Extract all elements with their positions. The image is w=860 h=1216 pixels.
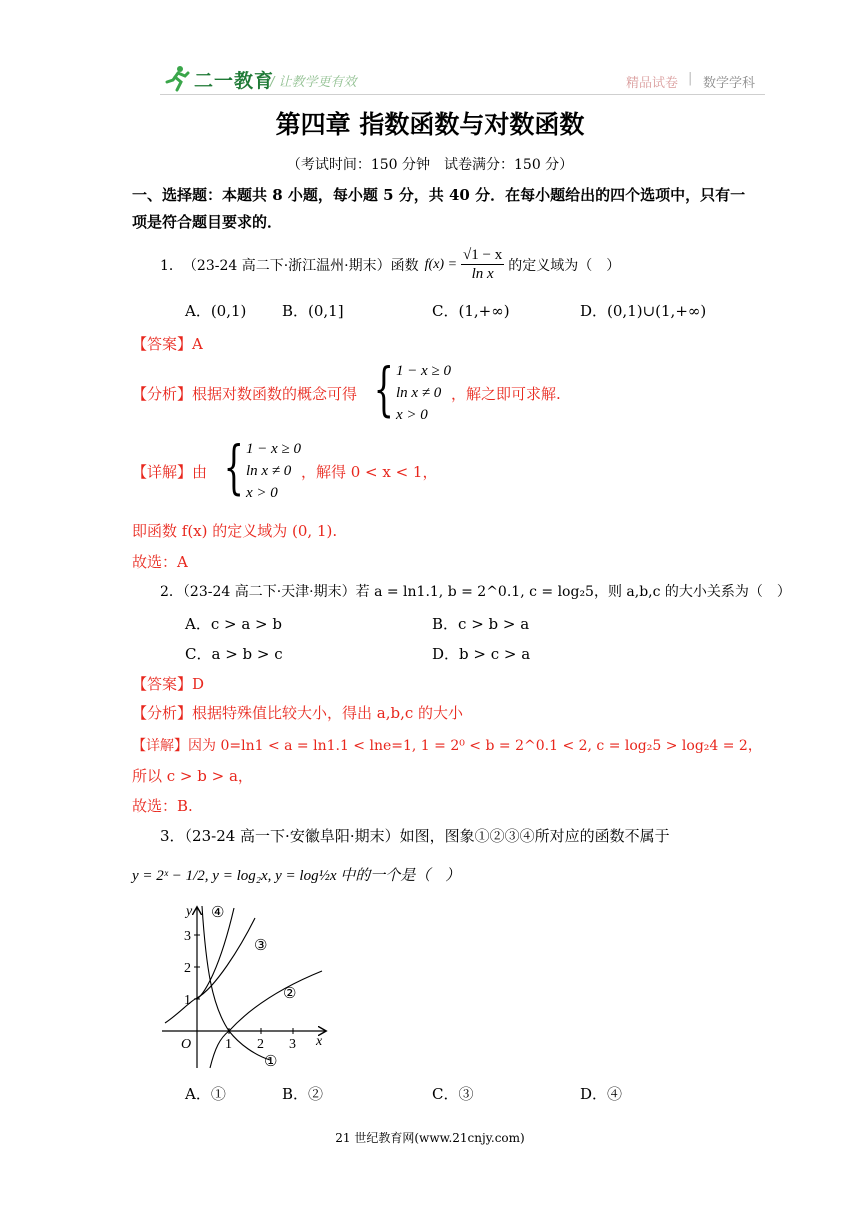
- q1-detail-label: 【详解】: [132, 462, 193, 481]
- y-tick-2: 2: [184, 961, 191, 976]
- q2-conclusion: 所以 c > b > a，: [132, 767, 253, 785]
- page-title: 第四章 指数函数与对数函数: [275, 110, 585, 139]
- q2-option-d: D．b > c > a: [432, 645, 531, 663]
- q2-option-c: C．a > b > c: [185, 645, 283, 663]
- header-tag-premium: 精品试卷: [626, 76, 679, 91]
- q1-analysis-label: 【分析】: [132, 384, 193, 403]
- q3-stem-line2: y = 2ˣ − 1/2, y = log₂x, y = log½x 中的一个是（ ）: [132, 868, 461, 884]
- q1-function: f(x) =: [424, 256, 458, 272]
- q1-analysis-tail: ，解之即可求解.: [450, 384, 561, 403]
- q1-analysis: [132, 355, 561, 426]
- axis-x-label: x: [316, 1034, 323, 1049]
- x-tick-2: 2: [257, 1037, 264, 1052]
- header-separator: |: [688, 71, 693, 86]
- q2-option-b: B．c > b > a: [432, 615, 530, 633]
- curve-label-1: ①: [264, 1052, 278, 1070]
- q3-option-a: A．①: [185, 1085, 226, 1103]
- curve-label-4: ④: [211, 903, 225, 921]
- curve-label-3: ③: [254, 936, 268, 954]
- q3-option-c: C．③: [432, 1085, 474, 1103]
- q2-option-a: A．c > a > b: [185, 615, 282, 633]
- q1-conclusion: 即函数 f(x) 的定义域为 (0, 1).: [132, 522, 338, 540]
- q1-detail: [132, 433, 438, 504]
- logo-text: 二一教育: [194, 70, 275, 92]
- q1-choice: 故选：A: [132, 553, 188, 571]
- q1-cond2: ln x ≠ 0: [395, 385, 442, 401]
- footer: 21 世纪教育网(www.21cnjy.com): [335, 1131, 525, 1145]
- x-tick-1: 1: [225, 1037, 232, 1052]
- header-rule: [160, 94, 765, 95]
- section-heading-line2: 项是符合题目要求的．: [132, 213, 283, 231]
- q1-tail: 的定义域为（ ）: [508, 257, 621, 274]
- q2-answer: 【答案】D: [132, 675, 205, 693]
- runner-logo-icon: [163, 64, 191, 92]
- q1-option-a: A．(0,1): [185, 302, 247, 320]
- q1-fraction: [461, 246, 504, 283]
- q1-answer: 【答案】A: [132, 335, 203, 353]
- q2-choice: 故选：B.: [132, 797, 193, 815]
- q1-analysis-system: { 1 − x ≥ 0 ln x ≠ 0 x > 0: [357, 360, 451, 426]
- curve-label-2: ②: [283, 984, 297, 1002]
- q1-source: （23-24 高二下·浙江温州·期末）函数: [182, 257, 419, 274]
- q1-stem: [160, 246, 620, 283]
- exam-info: （考试时间：150 分钟 试卷满分：150 分）: [286, 157, 574, 173]
- q3-stem-line1: 3．（23-24 高一下·安徽阜阳·期末）如图，图象①②③④所对应的函数不属于: [160, 827, 670, 845]
- q1-number: 1．: [160, 257, 183, 274]
- q1-detail-system: { 1 − x ≥ 0 ln x ≠ 0 x > 0: [207, 438, 301, 504]
- q1-detail-cond2: ln x ≠ 0: [245, 463, 292, 479]
- header-tag-subject: 数学学科: [703, 76, 756, 91]
- q1-analysis-text: 根据对数函数的概念可得: [192, 384, 358, 403]
- curve-3: [165, 918, 255, 1023]
- q3-option-d: D．④: [580, 1085, 623, 1103]
- q2-analysis: 【分析】根据特殊值比较大小，得出 a,b,c 的大小: [132, 704, 464, 722]
- y-tick-3: 3: [184, 929, 191, 944]
- q1-detail-cond3: x > 0: [245, 485, 278, 501]
- q1-cond3: x > 0: [395, 407, 428, 423]
- q1-cond1: 1 − x ≥ 0: [395, 363, 451, 379]
- slogan: / 让教学更有效: [270, 75, 357, 90]
- q1-option-d: D．(0,1)∪(1,+∞): [580, 302, 707, 320]
- q1-option-c: C．(1,+∞): [432, 302, 510, 320]
- origin-label: O: [181, 1037, 192, 1052]
- q2-stem: 2．（23-24 高二下·天津·期末）若 a = ln1.1, b = 2^0.1, c = log₂5，则 a,b,c 的大小关系为（ ）: [160, 584, 791, 600]
- q1-option-b: B．(0,1]: [282, 302, 344, 320]
- q1-detail-tail: ，解得 0 < x < 1，: [300, 462, 438, 481]
- axis-y-label: y: [186, 904, 193, 919]
- q3-option-b: B．②: [282, 1085, 324, 1103]
- function-graph: [160, 898, 335, 1073]
- q2-detail: 【详解】因为 0=ln1 < a = ln1.1 < lne=1, 1 = 2⁰ < b = 2^0.1 < 2, c = log₂5 > log₂4 = 2，: [132, 738, 762, 754]
- curve-4: [197, 908, 234, 999]
- q1-detail-text: 由: [192, 462, 208, 481]
- y-tick-1: 1: [184, 993, 191, 1008]
- q1-denominator: ln x: [471, 266, 494, 282]
- section-heading-line1: 一、选择题：本题共 8 小题，每小题 5 分，共 40 分．在每小题给出的四个选项中，只有一: [132, 186, 746, 204]
- x-tick-3: 3: [289, 1037, 296, 1052]
- q1-detail-cond1: 1 − x ≥ 0: [245, 441, 301, 457]
- q1-numerator: √1 − x: [463, 247, 503, 263]
